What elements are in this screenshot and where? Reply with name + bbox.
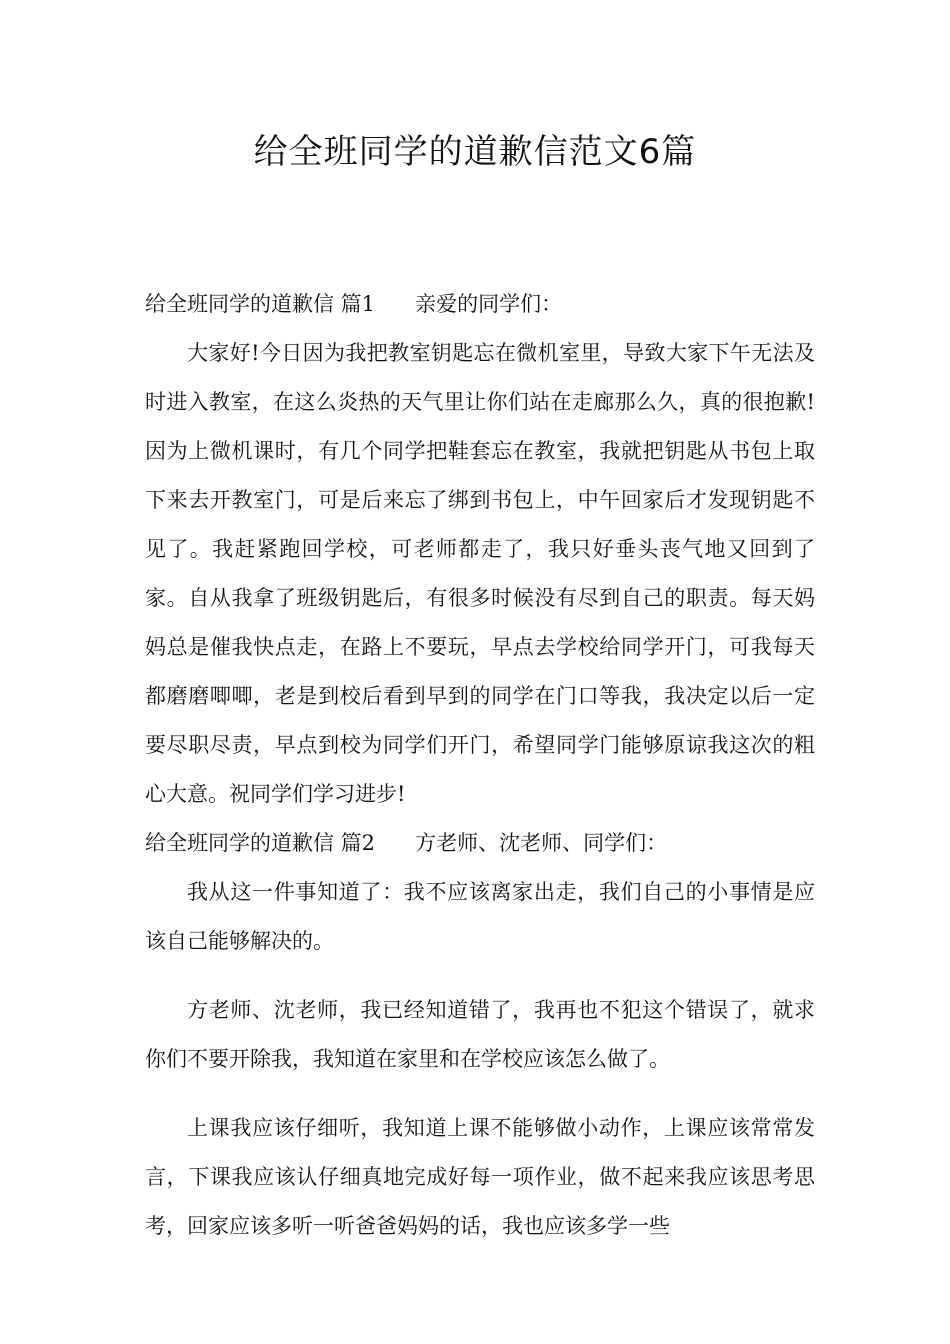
- paragraph-gap: [145, 1084, 815, 1104]
- section-1-paragraph-1: 大家好!今日因为我把教室钥匙忘在微机室里，导致大家下午无法及时进入教室，在这么炎热的天气里让你们站在走廊那么久，真的很抱歉!因为上微机课时，有几个同学把鞋套忘在教室，我就把钥匙从书包上取下来去开教室门，可是后来忘了绑到书包上，中午回家后才发现钥匙不见了。我赶紧跑回学校，可老师都走了，我只好垂头丧气地又回到了家。自从我拿了班级钥匙后，有很多时候没有尽到自己的职责。每天妈妈总是催我快点走，在路上不要玩，早点去学校给同学开门，可我每天都磨磨唧唧，老是到校后看到早到的同学在门口等我，我决定以后一定要尽职尽责，早点到校为同学们开门，希望同学门能够原谅我这次的粗心大意。祝同学们学习进步!: [145, 341, 815, 806]
- section-1-salutation: 亲爱的同学们：: [415, 292, 563, 316]
- section-2-paragraph-3: 上课我应该仔细听，我知道上课不能够做小动作，上课应该常常发言，下课我应该认仔细真地完成好每一项作业，做不起来我应该思考思考，回家应该多听一听爸爸妈妈的话，我也应该多学一些: [145, 1116, 815, 1238]
- section-2-salutation: 方老师、沈老师、同学们：: [415, 831, 668, 855]
- section-2-paragraph-2: 方老师、沈老师，我已经知道错了，我再也不犯这个错误了，就求你们不要开除我，我知道在家里和在学校应该怎么做了。: [145, 998, 815, 1071]
- document-title: 给全班同学的道歉信范文6篇: [253, 132, 697, 172]
- section-2-header: [145, 819, 815, 868]
- document-body: [145, 280, 815, 1251]
- section-1-header: [145, 280, 815, 329]
- section-2-paragraph-1: 我从这一件事知道了：我不应该离家出走，我们自己的小事情是应该自己能够解决的。: [145, 880, 815, 953]
- section-2-heading: 给全班同学的道歉信 篇2: [145, 831, 376, 855]
- paragraph-gap: [145, 966, 815, 986]
- section-1-heading: 给全班同学的道歉信 篇1: [145, 292, 376, 316]
